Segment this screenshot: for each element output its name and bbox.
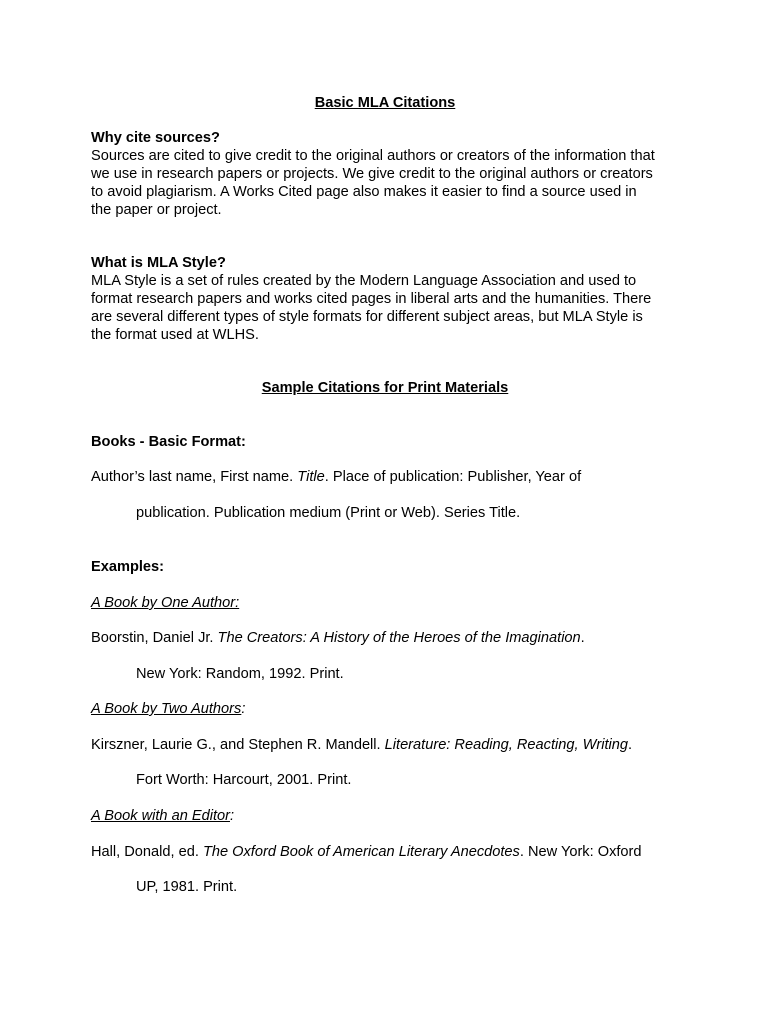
mla-style-paragraph — [91, 272, 651, 344]
citation-one-author: Boorstin, Daniel Jr. The Creators: A History of the Heroes of the Imagination. — [91, 630, 585, 646]
paragraph-line: format research papers and works cited pages in liberal arts and the humanities. There — [91, 291, 652, 307]
example-label-two-authors: A Book by Two Authors: — [91, 701, 246, 717]
citation-editor-line-2: UP, 1981. Print. — [136, 879, 238, 895]
examples-heading: Examples: — [91, 559, 165, 575]
why-cite-paragraph — [91, 147, 655, 219]
paragraph-line: we use in research papers or projects. We give credit to the original authors or creators — [91, 166, 653, 182]
citation-one-author-line-2: New York: Random, 1992. Print. — [136, 666, 344, 682]
mla-style-heading: What is MLA Style? — [91, 255, 226, 271]
paragraph-line: the paper or project. — [91, 202, 222, 218]
example-label-one-author: A Book by One Author: — [91, 595, 240, 611]
citation-editor: Hall, Donald, ed. The Oxford Book of American Literary Anecdotes. New York: Oxford — [91, 844, 642, 860]
paragraph-line: to avoid plagiarism. A Works Cited page also makes it easier to find a source used in — [91, 184, 637, 200]
citation-two-authors-line-2: Fort Worth: Harcourt, 2001. Print. — [136, 772, 352, 788]
books-format-line-2: publication. Publication medium (Print or Web). Series Title. — [136, 505, 521, 521]
example-label-editor: A Book with an Editor: — [91, 808, 235, 824]
paragraph-line: Sources are cited to give credit to the original authors or creators of the information that — [91, 148, 655, 164]
paragraph-line: are several different types of style formats for different subject areas, but MLA Style is — [91, 309, 643, 325]
books-format-line: Author’s last name, First name. Title. Place of publication: Publisher, Year of — [91, 469, 582, 485]
paragraph-line: the format used at WLHS. — [91, 327, 259, 343]
sample-citations-heading: Sample Citations for Print Materials — [261, 380, 509, 396]
page-title: Basic MLA Citations — [314, 95, 456, 111]
why-cite-heading: Why cite sources? — [91, 130, 220, 146]
paragraph-line: MLA Style is a set of rules created by the Modern Language Association and used to — [91, 273, 637, 289]
citation-two-authors: Kirszner, Laurie G., and Stephen R. Mandell. Literature: Reading, Reacting, Writing. — [91, 737, 633, 753]
books-format-heading: Books - Basic Format: — [91, 434, 246, 450]
